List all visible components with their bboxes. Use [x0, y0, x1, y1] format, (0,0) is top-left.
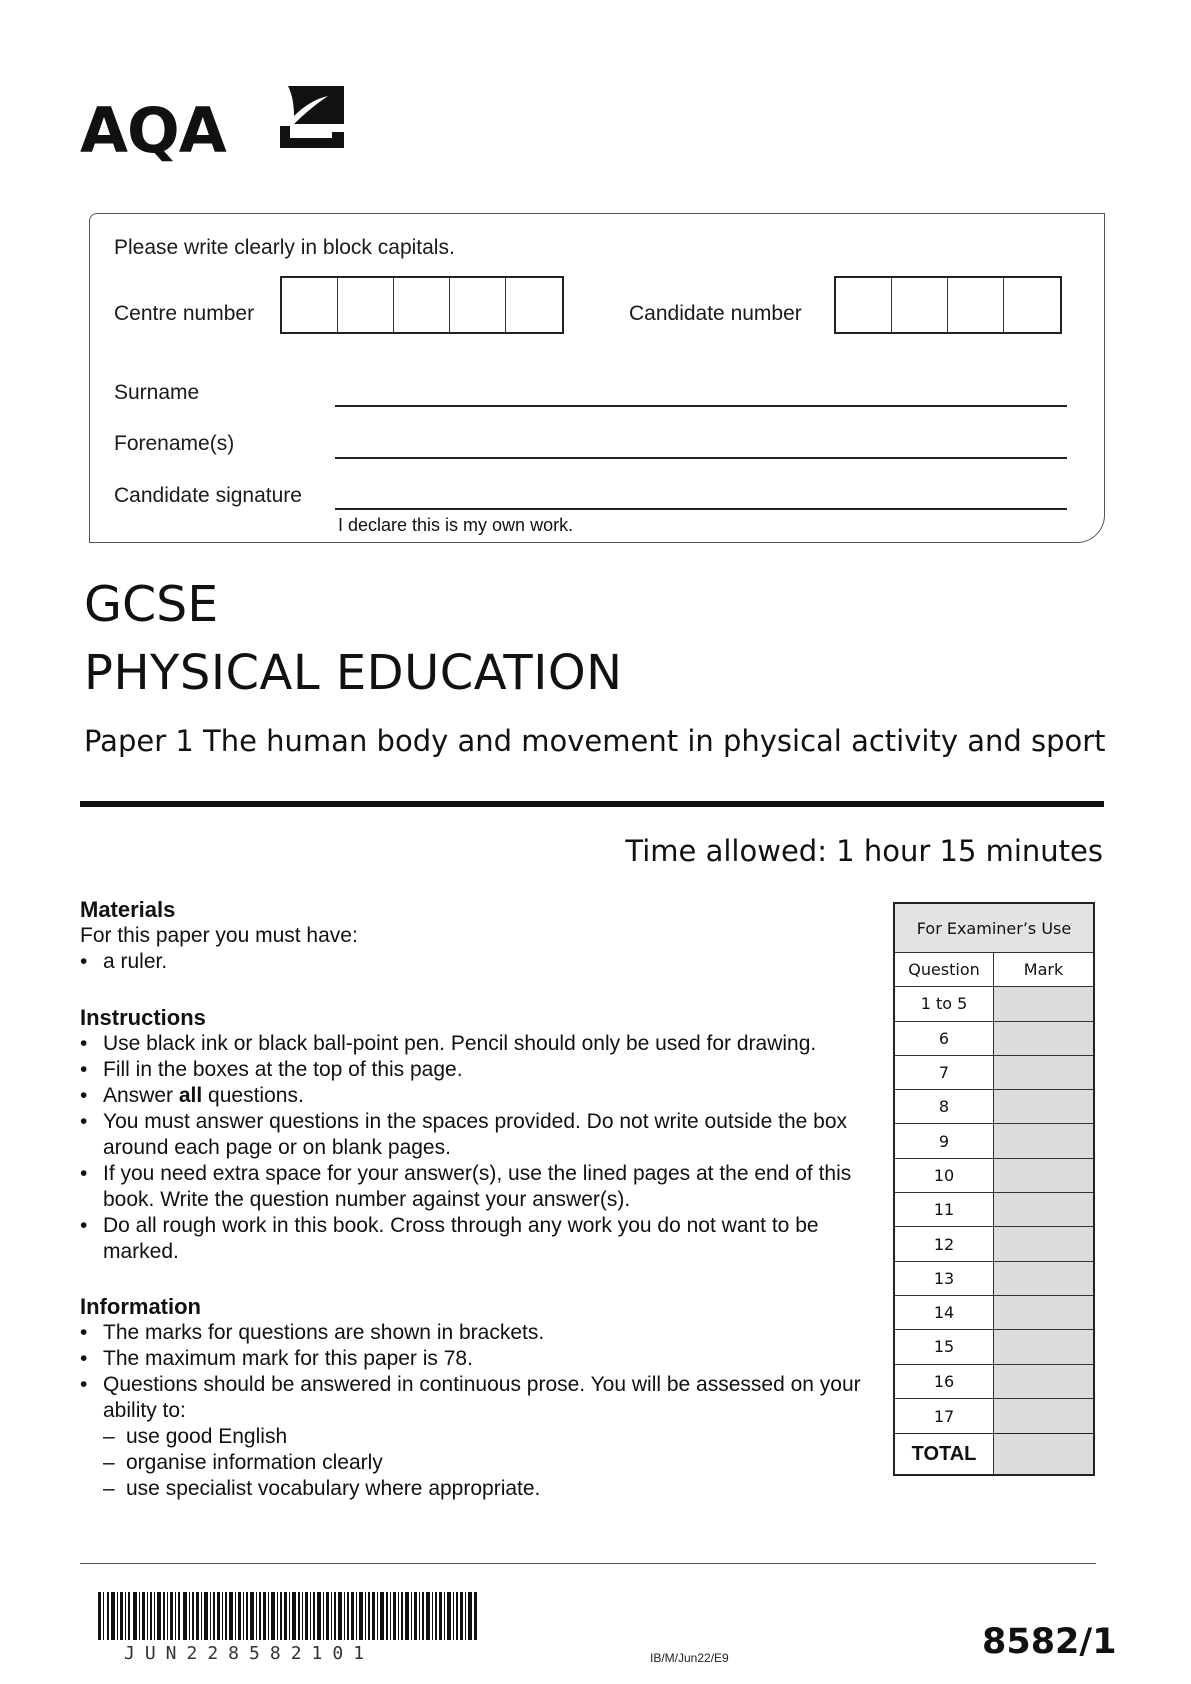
mark-cell	[994, 1399, 1093, 1433]
examiner-use-table	[893, 902, 1095, 1476]
mark-cell	[994, 1056, 1093, 1089]
instruction-item: • You must answer questions in the spaces provided. Do not write outside the box around each page or on blank pages.	[80, 1110, 847, 1159]
centre-digit-box[interactable]	[282, 278, 338, 332]
barcode-icon	[98, 1592, 478, 1640]
table-row: 17	[895, 1399, 1093, 1433]
materials-heading: Materials	[80, 897, 176, 922]
information-heading: Information	[80, 1294, 201, 1319]
mark-cell	[994, 1193, 1093, 1226]
instruction-item: • Answer all questions.	[80, 1084, 304, 1107]
table-row: 15	[895, 1330, 1093, 1364]
candidate-number-label: Candidate number	[629, 302, 802, 325]
candidate-digit-box[interactable]	[1004, 278, 1060, 332]
mark-cell	[994, 1365, 1093, 1398]
time-allowed: Time allowed: 1 hour 15 minutes	[625, 834, 1103, 868]
total-row	[895, 1433, 1093, 1474]
logo-text: AQA	[80, 94, 226, 167]
surname-label: Surname	[114, 381, 200, 404]
centre-number-label: Centre number	[114, 302, 255, 325]
mark-cell	[994, 1090, 1093, 1123]
subject-title: PHYSICAL EDUCATION	[84, 645, 623, 701]
instruction-item: • If you need extra space for your answer(s), use the lined pages at the end of this book. Write the question number against your answer(s).	[80, 1162, 852, 1211]
table-row: 7	[895, 1056, 1093, 1090]
table-row: 12	[895, 1227, 1093, 1261]
materials-section	[80, 897, 880, 975]
document-reference: IB/M/Jun22/E9	[650, 1651, 729, 1665]
signature-line[interactable]	[335, 508, 1067, 510]
information-section	[80, 1294, 880, 1502]
centre-digit-box[interactable]	[506, 278, 562, 332]
table-row: 13	[895, 1262, 1093, 1296]
mark-cell	[994, 1262, 1093, 1295]
centre-digit-box[interactable]	[450, 278, 506, 332]
aqa-logo-mark-icon	[280, 86, 344, 148]
paper-code: 8582/1	[982, 1622, 1117, 1662]
examiner-table-title: For Examiner’s Use	[895, 904, 1093, 953]
mark-cell	[994, 1227, 1093, 1260]
instructions-section	[80, 1005, 880, 1265]
mark-cell	[994, 1124, 1093, 1157]
block-capitals-instruction: Please write clearly in block capitals.	[114, 236, 455, 259]
instruction-item: • Fill in the boxes at the top of this page.	[80, 1058, 463, 1081]
table-row: 16	[895, 1365, 1093, 1399]
total-mark-cell	[994, 1434, 1093, 1474]
title-divider	[80, 801, 1104, 807]
table-row: 14	[895, 1296, 1093, 1330]
centre-digit-box[interactable]	[394, 278, 450, 332]
centre-number-boxes[interactable]	[280, 276, 564, 334]
information-subitem: – use good English	[103, 1425, 288, 1448]
instructions-heading: Instructions	[80, 1005, 206, 1030]
mark-cell	[994, 1330, 1093, 1363]
table-row: 10	[895, 1159, 1093, 1193]
mark-cell	[994, 1159, 1093, 1192]
information-item: • Questions should be answered in continuous prose. You will be assessed on your ability to:	[80, 1373, 861, 1422]
declaration-text: I declare this is my own work.	[338, 515, 574, 535]
instruction-item: • Use black ink or black ball-point pen. Pencil should only be used for drawing.	[80, 1032, 817, 1055]
information-item: • The marks for questions are shown in brackets.	[80, 1321, 545, 1344]
materials-item: • a ruler.	[80, 950, 168, 973]
surname-line[interactable]	[335, 405, 1067, 407]
table-row: 9	[895, 1124, 1093, 1158]
centre-digit-box[interactable]	[338, 278, 394, 332]
forename-label: Forename(s)	[114, 432, 235, 455]
table-row: 6	[895, 1022, 1093, 1056]
candidate-digit-box[interactable]	[892, 278, 948, 332]
mark-cell	[994, 1022, 1093, 1055]
table-row: 8	[895, 1090, 1093, 1124]
forename-line[interactable]	[335, 457, 1067, 459]
information-subitem: – organise information clearly	[103, 1451, 383, 1474]
mark-column-header: Mark	[994, 953, 1093, 986]
information-subitem: – use specialist vocabulary where appropriate.	[103, 1477, 541, 1500]
candidate-number-boxes[interactable]	[834, 276, 1062, 334]
qualification-title: GCSE	[84, 576, 219, 633]
information-item: • The maximum mark for this paper is 78.	[80, 1347, 473, 1370]
candidate-digit-box[interactable]	[948, 278, 1004, 332]
mark-cell	[994, 1296, 1093, 1329]
barcode-digits: JUN228582101	[124, 1643, 375, 1664]
examiner-table-header	[895, 953, 1093, 987]
materials-intro: For this paper you must have:	[80, 924, 358, 947]
footer-divider	[80, 1563, 1096, 1564]
table-row: 1 to 5	[895, 987, 1093, 1021]
instruction-item: • Do all rough work in this book. Cross through any work you do not want to be marked.	[80, 1214, 819, 1263]
question-column-header: Question	[895, 953, 994, 986]
candidate-digit-box[interactable]	[836, 278, 892, 332]
signature-label: Candidate signature	[114, 484, 302, 507]
paper-title: Paper 1 The human body and movement in physical activity and sport	[84, 724, 1106, 758]
table-row: 11	[895, 1193, 1093, 1227]
mark-cell	[994, 987, 1093, 1020]
total-label: TOTAL	[895, 1434, 994, 1474]
